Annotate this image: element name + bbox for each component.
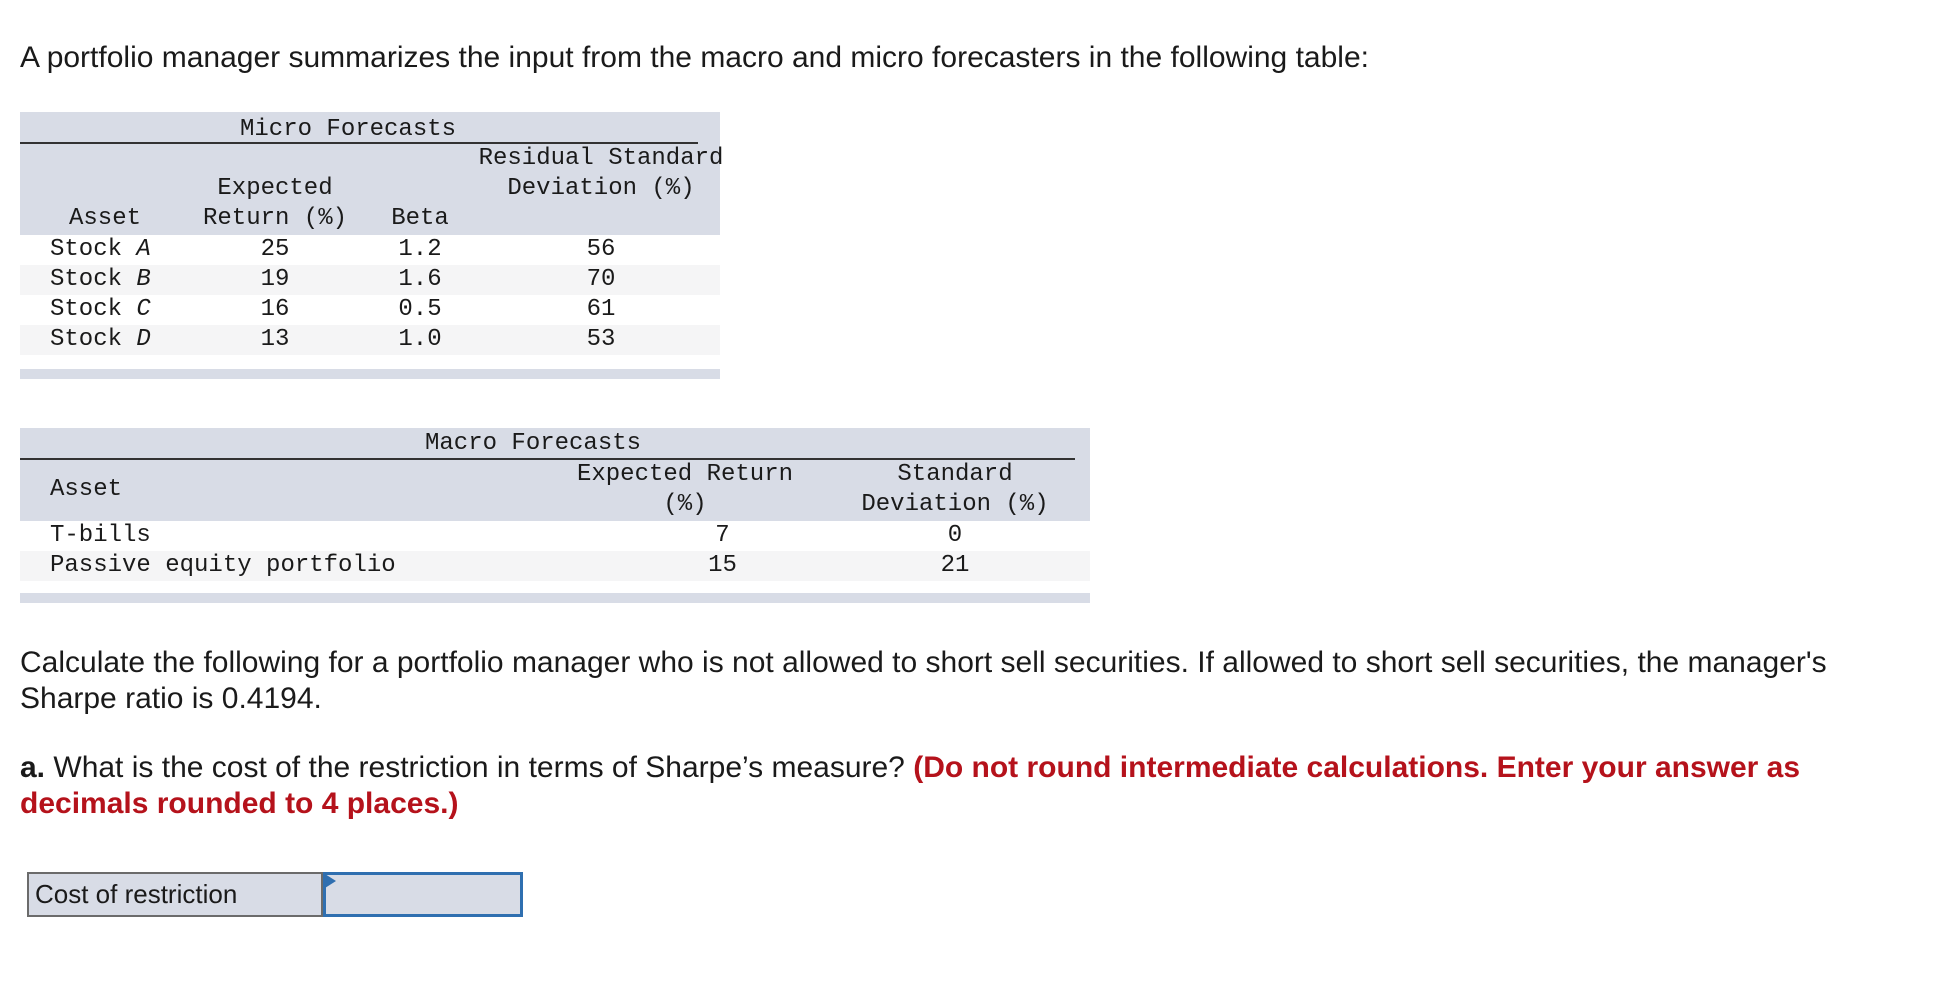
row-beta: 1.0 (398, 326, 442, 353)
macro-table-footer (20, 593, 1090, 603)
micro-col-residual-sd: Residual Standard Deviation (%) (478, 145, 724, 202)
answer-row (27, 872, 523, 917)
row-expected-return: 25 (260, 236, 290, 263)
row-expected-return: 7 (715, 522, 730, 549)
table-row (20, 265, 720, 295)
macro-col-expected-return: Expected Return (%) (576, 461, 794, 518)
question-text: What is the cost of the restriction in terms of Sharpe’s measure? (53, 751, 905, 784)
row-asset: Passive equity portfolio (50, 552, 396, 579)
micro-table-footer (20, 369, 720, 379)
row-expected-return: 19 (260, 266, 290, 293)
question-label: a. (20, 751, 46, 784)
answer-input-wrapper (323, 872, 523, 917)
macro-table-title: Macro Forecasts (425, 430, 642, 457)
macro-table-header (20, 428, 1090, 521)
micro-table-title: Micro Forecasts (240, 116, 457, 143)
table-row (20, 235, 720, 265)
row-sd: 21 (940, 552, 970, 579)
table-row (20, 325, 720, 355)
row-asset: Stock D (50, 326, 151, 353)
row-beta: 1.6 (398, 266, 442, 293)
macro-forecasts-table (20, 428, 1090, 603)
row-beta: 0.5 (398, 296, 442, 323)
row-expected-return: 15 (708, 552, 737, 579)
question-a (20, 750, 1910, 822)
micro-col-expected-return (190, 174, 360, 234)
cost-of-restriction-input[interactable] (323, 872, 523, 917)
micro-col-asset: Asset (68, 205, 141, 232)
table-row (20, 295, 720, 325)
row-asset: T-bills (50, 522, 151, 549)
micro-col-beta: Beta (391, 205, 449, 232)
row-residual-sd: 70 (586, 266, 616, 293)
row-residual-sd: 61 (586, 296, 616, 323)
row-residual-sd: 56 (586, 236, 616, 263)
row-residual-sd: 53 (586, 326, 616, 353)
intro-text: A portfolio manager summarizes the input from the macro and micro forecasters in the following table: (20, 41, 1369, 74)
macro-col-asset: Asset (50, 476, 123, 503)
row-asset: Stock B (50, 266, 151, 293)
calculation-instructions: Calculate the following for a portfolio manager who is not allowed to short sell securities. If allowed to short sell securities, the manager's Sharpe ratio is 0.4194. (20, 646, 1827, 715)
row-sd: 0 (947, 522, 963, 549)
macro-col-sd: Standard Deviation (%) (861, 461, 1049, 518)
row-beta: 1.2 (398, 236, 442, 263)
row-expected-return: 13 (260, 326, 290, 353)
micro-table-header (20, 112, 724, 235)
table-row (20, 551, 1090, 581)
micro-col-expected-return-label: Expected Return (%) (202, 175, 348, 232)
micro-forecasts-table (20, 112, 724, 379)
input-flag-icon (325, 874, 336, 888)
row-asset: Stock C (50, 296, 151, 323)
row-expected-return: 16 (260, 296, 290, 323)
question-warning: (Do not round intermediate calculations. Enter your answer as decimals rounded to 4 places.) (20, 751, 1801, 820)
answer-label: Cost of restriction (27, 872, 323, 917)
table-row (20, 521, 1090, 551)
row-asset: Stock A (50, 236, 151, 263)
